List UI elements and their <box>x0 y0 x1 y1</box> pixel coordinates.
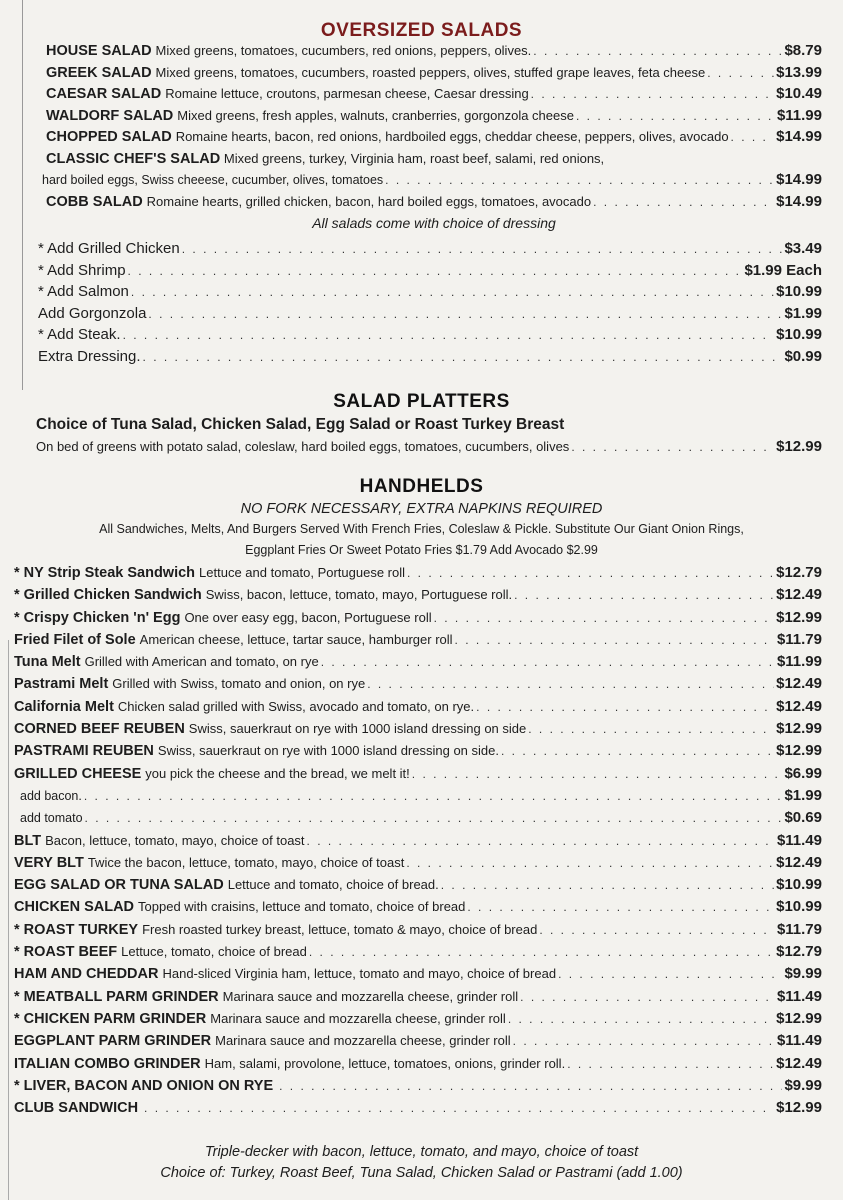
item-desc: Lettuce and tomato, choice of bread. <box>227 877 439 893</box>
item-name: CORNED BEEF REUBEN <box>14 721 185 738</box>
club-sandwich-notes <box>0 1142 843 1184</box>
item-name: ITALIAN COMBO GRINDER <box>14 1055 201 1072</box>
item-name: Fried Filet of Sole <box>14 631 136 648</box>
menu-item <box>14 919 822 941</box>
menu-item-chef-line1 <box>46 148 822 169</box>
item-name: HOUSE SALAD <box>46 43 152 59</box>
item-name: HAM AND CHEDDAR <box>14 966 159 983</box>
menu-item <box>14 785 822 807</box>
dot-leader <box>576 106 775 128</box>
item-price: $12.99 <box>776 1009 822 1027</box>
dot-leader <box>476 696 774 718</box>
dot-leader <box>533 41 782 63</box>
section-title-handhelds: HANDHELDS <box>359 476 484 497</box>
dot-leader <box>513 1030 775 1052</box>
dot-leader <box>539 919 775 941</box>
item-desc: Swiss, bacon, lettuce, tomato, mayo, Portuguese roll. <box>205 587 513 603</box>
item-price: $10.99 <box>776 876 822 894</box>
dot-leader <box>309 941 774 963</box>
menu-item <box>46 126 822 148</box>
item-name: COBB SALAD <box>46 193 143 210</box>
item-name: Pastrami Melt <box>14 676 109 693</box>
section-title-salad-platters: SALAD PLATTERS <box>333 391 510 412</box>
item-desc: Marinara sauce and mozzarella cheese, grinder roll <box>222 988 519 1004</box>
item-price: $11.79 <box>776 630 822 648</box>
item-price: $12.99 <box>776 1099 822 1117</box>
menu-item <box>14 941 822 963</box>
menu-item <box>14 874 822 896</box>
addon-name: * Add Grilled Chicken <box>38 240 180 257</box>
item-price: $1.99 <box>784 786 822 804</box>
addon-price: $10.99 <box>776 326 822 344</box>
club-note-line2: Choice of: Turkey, Roast Beef, Tuna Salad, Chicken Salad or Pastrami (add 1.00) <box>160 1165 683 1181</box>
dot-leader <box>567 1053 774 1075</box>
item-price: $11.99 <box>776 653 822 671</box>
dot-leader <box>455 629 775 651</box>
section-title-oversized-salads: OVERSIZED SALADS <box>320 20 523 41</box>
menu-item <box>14 1097 822 1119</box>
item-price: $12.49 <box>776 1054 822 1072</box>
dot-leader <box>434 607 775 629</box>
menu-item <box>14 986 822 1008</box>
item-desc: One over easy egg, bacon, Portuguese roll <box>184 609 432 625</box>
item-name: CAESAR SALAD <box>46 86 162 103</box>
dot-leader <box>123 325 775 347</box>
item-desc: Fresh roasted turkey breast, lettuce, tomato & mayo, choice of bread <box>142 921 538 937</box>
menu-item <box>14 963 822 985</box>
handhelds-info-line2: Eggplant Fries Or Sweet Potato Fries $1.79 Add Avocado $2.99 <box>245 543 598 557</box>
item-desc: Lettuce, tomato, choice of bread <box>121 944 307 960</box>
item-price: $12.79 <box>776 943 822 961</box>
addon-item <box>38 303 822 325</box>
addon-item <box>38 346 822 368</box>
menu-item <box>46 105 822 127</box>
item-desc: Hand-sliced Virginia ham, lettuce, tomato and mayo, choice of bread <box>162 966 557 982</box>
addon-item <box>38 281 822 303</box>
menu-item <box>14 896 822 918</box>
item-name: * Grilled Chicken Sandwich <box>14 587 202 604</box>
dot-leader <box>514 584 774 606</box>
item-name: CHOPPED SALAD <box>46 129 172 146</box>
dot-leader <box>307 830 775 852</box>
platters-price: $12.99 <box>776 438 822 455</box>
item-desc: add tomato <box>20 811 83 826</box>
addon-name: Add Gorgonzola <box>38 304 147 322</box>
dot-leader <box>731 127 775 149</box>
addon-price: $3.49 <box>784 240 822 257</box>
menu-item <box>14 763 822 785</box>
item-name: * MEATBALL PARM GRINDER <box>14 988 219 1005</box>
dot-leader <box>407 562 774 584</box>
item-name: GRILLED CHEESE <box>14 765 142 782</box>
item-desc: Chicken salad grilled with Swiss, avocado and tomato, on rye. <box>117 698 475 714</box>
menu-item <box>14 562 822 584</box>
menu-item <box>46 83 822 105</box>
item-desc: Lettuce and tomato, Portuguese roll <box>199 565 406 580</box>
menu-item <box>14 1030 822 1052</box>
salad-addons-list <box>38 238 822 368</box>
dot-leader <box>707 63 774 85</box>
item-name: EGGPLANT PARM GRINDER <box>14 1033 212 1050</box>
dot-leader <box>182 239 783 261</box>
dot-leader <box>467 896 774 918</box>
dot-leader <box>406 852 774 874</box>
item-price: $12.49 <box>776 697 822 715</box>
page-edge-line <box>8 640 9 1200</box>
menu-item <box>14 807 822 829</box>
item-price: $10.99 <box>776 898 822 916</box>
addon-price: $10.99 <box>776 283 822 301</box>
menu-item <box>14 584 822 606</box>
item-name: Tuna Melt <box>14 654 81 671</box>
addon-price: $0.99 <box>784 347 822 365</box>
addon-item <box>38 324 822 346</box>
item-desc: Mixed greens, tomatoes, cucumbers, red onions, peppers, olives. <box>155 43 532 58</box>
item-desc: hard boiled eggs, Swiss cheeese, cucumber, olives, tomatoes <box>42 172 384 187</box>
item-price: $13.99 <box>776 63 822 81</box>
dot-leader <box>131 282 774 304</box>
item-price: $11.49 <box>776 987 822 1005</box>
menu-item <box>46 62 822 84</box>
item-desc: Marinara sauce and mozzarella cheese, grinder roll <box>210 1010 506 1026</box>
item-desc: Ham, salami, provolone, lettuce, tomatoes, onions, grinder roll. <box>204 1055 566 1071</box>
item-desc: Twice the bacon, lettuce, tomato, mayo, choice of toast <box>87 854 405 870</box>
item-price: $12.49 <box>776 675 822 693</box>
dot-leader <box>148 304 782 326</box>
item-name: * ROAST TURKEY <box>14 921 139 938</box>
menu-item <box>14 629 822 651</box>
platters-desc: On bed of greens with potato salad, coleslaw, hard boiled eggs, tomatoes, cucumbers, olives <box>36 439 570 454</box>
item-desc: Mixed greens, tomatoes, cucumbers, roasted peppers, olives, stuffed grape leaves, feta cheese <box>155 64 706 80</box>
dot-leader <box>85 807 783 829</box>
addon-item <box>38 260 822 282</box>
item-desc: Romaine lettuce, croutons, parmesan cheese, Caesar dressing <box>165 86 529 102</box>
item-desc: Mixed greens, turkey, Virginia ham, roast beef, salami, red onions, <box>223 150 605 166</box>
item-name: California Melt <box>14 698 114 715</box>
item-desc: American cheese, lettuce, tartar sauce, hamburger roll <box>139 631 453 647</box>
menu-item <box>46 40 822 62</box>
item-name: * LIVER, BACON AND ONION ON RYE <box>14 1077 274 1094</box>
item-price: $6.99 <box>784 764 822 782</box>
dot-leader <box>558 963 782 985</box>
dot-leader <box>531 84 774 106</box>
item-name: EGG SALAD OR TUNA SALAD <box>14 877 224 894</box>
dot-leader <box>84 785 783 807</box>
item-price: $14.99 <box>776 192 822 210</box>
dot-leader <box>593 192 774 214</box>
menu-item-chef-line2 <box>42 169 822 191</box>
item-desc: Grilled with American and tomato, on rye <box>84 654 319 670</box>
item-desc: Grilled with Swiss, tomato and onion, on rye <box>112 676 366 692</box>
item-price: $12.49 <box>776 586 822 604</box>
item-name: CLUB SANDWICH <box>14 1100 139 1117</box>
item-price: $12.99 <box>776 608 822 626</box>
handhelds-info-line1: All Sandwiches, Melts, And Burgers Served With French Fries, Coleslaw & Pickle. Substitute Our Giant Onion Rings, <box>99 522 744 536</box>
item-price: $12.49 <box>776 853 822 871</box>
item-name: * Crispy Chicken 'n' Egg <box>14 609 181 626</box>
handhelds-list <box>14 562 822 1119</box>
salads-list <box>42 40 822 234</box>
item-name: * ROAST BEEF <box>14 944 118 961</box>
item-name: * CHICKEN PARM GRINDER <box>14 1010 207 1027</box>
menu-item <box>14 740 822 762</box>
salads-dressing-note: All salads come with choice of dressing <box>312 215 556 232</box>
item-desc: Romaine hearts, grilled chicken, bacon, hard boiled eggs, tomatoes, avocado <box>146 193 592 209</box>
handhelds-subheader <box>0 499 843 561</box>
item-price: $14.99 <box>776 170 822 188</box>
addon-name: Extra Dressing. <box>38 347 141 365</box>
platters-item <box>36 436 822 458</box>
menu-item <box>14 830 822 852</box>
club-note-line1: Triple-decker with bacon, lettuce, tomato, and mayo, choice of toast <box>204 1144 639 1160</box>
addon-price: $1.99 <box>784 304 822 322</box>
menu-item <box>14 852 822 874</box>
menu-item <box>14 651 822 673</box>
item-price: $9.99 <box>784 965 822 983</box>
dot-leader <box>128 261 743 283</box>
menu-item <box>14 607 822 629</box>
item-name: VERY BLT <box>14 854 84 871</box>
item-desc: Swiss, sauerkraut on rye with 1000 island dressing on side <box>188 721 527 737</box>
platters-choice: Choice of Tuna Salad, Chicken Salad, Egg Salad or Roast Turkey Breast <box>36 416 565 433</box>
dot-leader <box>279 1075 782 1097</box>
item-name: * NY Strip Steak Sandwich <box>14 565 196 581</box>
item-name: CHICKEN SALAD <box>14 899 135 916</box>
menu-item <box>14 696 822 718</box>
item-price: $14.99 <box>776 128 822 146</box>
dot-leader <box>520 986 775 1008</box>
item-price: $12.79 <box>776 564 822 581</box>
menu-item <box>14 718 822 740</box>
item-price: $11.99 <box>776 106 822 124</box>
dot-leader <box>501 740 774 762</box>
item-desc: Bacon, lettuce, tomato, mayo, choice of toast <box>45 832 305 848</box>
item-name: PASTRAMI REUBEN <box>14 743 154 760</box>
item-price: $12.99 <box>776 742 822 760</box>
item-price: $12.99 <box>776 720 822 738</box>
page-edge-line <box>22 0 23 390</box>
item-desc: you pick the cheese and the bread, we melt it! <box>145 765 410 781</box>
dot-leader <box>321 651 775 673</box>
salad-platters-block <box>36 414 822 458</box>
item-desc: Mixed greens, fresh apples, walnuts, cranberries, gorgonzola cheese <box>177 107 574 123</box>
item-price: $10.49 <box>776 85 822 103</box>
item-name: GREEK SALAD <box>46 64 152 81</box>
menu-item <box>46 191 822 213</box>
item-desc: Romaine hearts, bacon, red onions, hardboiled eggs, cheddar cheese, peppers, olives, avocado <box>175 129 729 145</box>
menu-item <box>14 1075 822 1097</box>
dot-leader <box>367 673 774 695</box>
item-price: $11.79 <box>776 920 822 938</box>
dot-leader <box>528 718 774 740</box>
dot-leader <box>385 170 774 192</box>
addon-item <box>38 238 822 260</box>
item-price: $9.99 <box>784 1076 822 1094</box>
item-price: $8.79 <box>784 42 822 59</box>
item-desc: Topped with craisins, lettuce and tomato, choice of bread <box>138 899 466 915</box>
item-name: WALDORF SALAD <box>46 107 174 124</box>
addon-name: * Add Salmon <box>38 283 129 301</box>
dot-leader <box>412 763 783 785</box>
item-desc: add bacon. <box>20 788 82 803</box>
item-desc: Swiss, sauerkraut on rye with 1000 island dressing on side. <box>157 743 499 759</box>
menu-item <box>14 1053 822 1075</box>
addon-name: * Add Shrimp <box>38 261 126 279</box>
item-desc: Marinara sauce and mozzarella cheese, grinder roll <box>215 1033 511 1049</box>
item-price: $11.49 <box>776 1032 822 1050</box>
dot-leader <box>143 347 783 369</box>
item-name: CLASSIC CHEF'S SALAD <box>46 150 221 167</box>
item-price: $0.69 <box>784 809 822 827</box>
dot-leader <box>508 1008 774 1030</box>
dot-leader <box>144 1097 774 1119</box>
addon-price: $1.99 Each <box>744 261 822 279</box>
item-name: BLT <box>14 832 42 849</box>
menu-item <box>14 673 822 695</box>
menu-item <box>14 1008 822 1030</box>
handhelds-subtitle: NO FORK NECESSARY, EXTRA NAPKINS REQUIRED <box>240 501 603 517</box>
dot-leader <box>441 874 774 896</box>
addon-name: * Add Steak. <box>38 326 121 344</box>
dot-leader <box>571 437 774 459</box>
item-price: $11.49 <box>776 831 822 849</box>
